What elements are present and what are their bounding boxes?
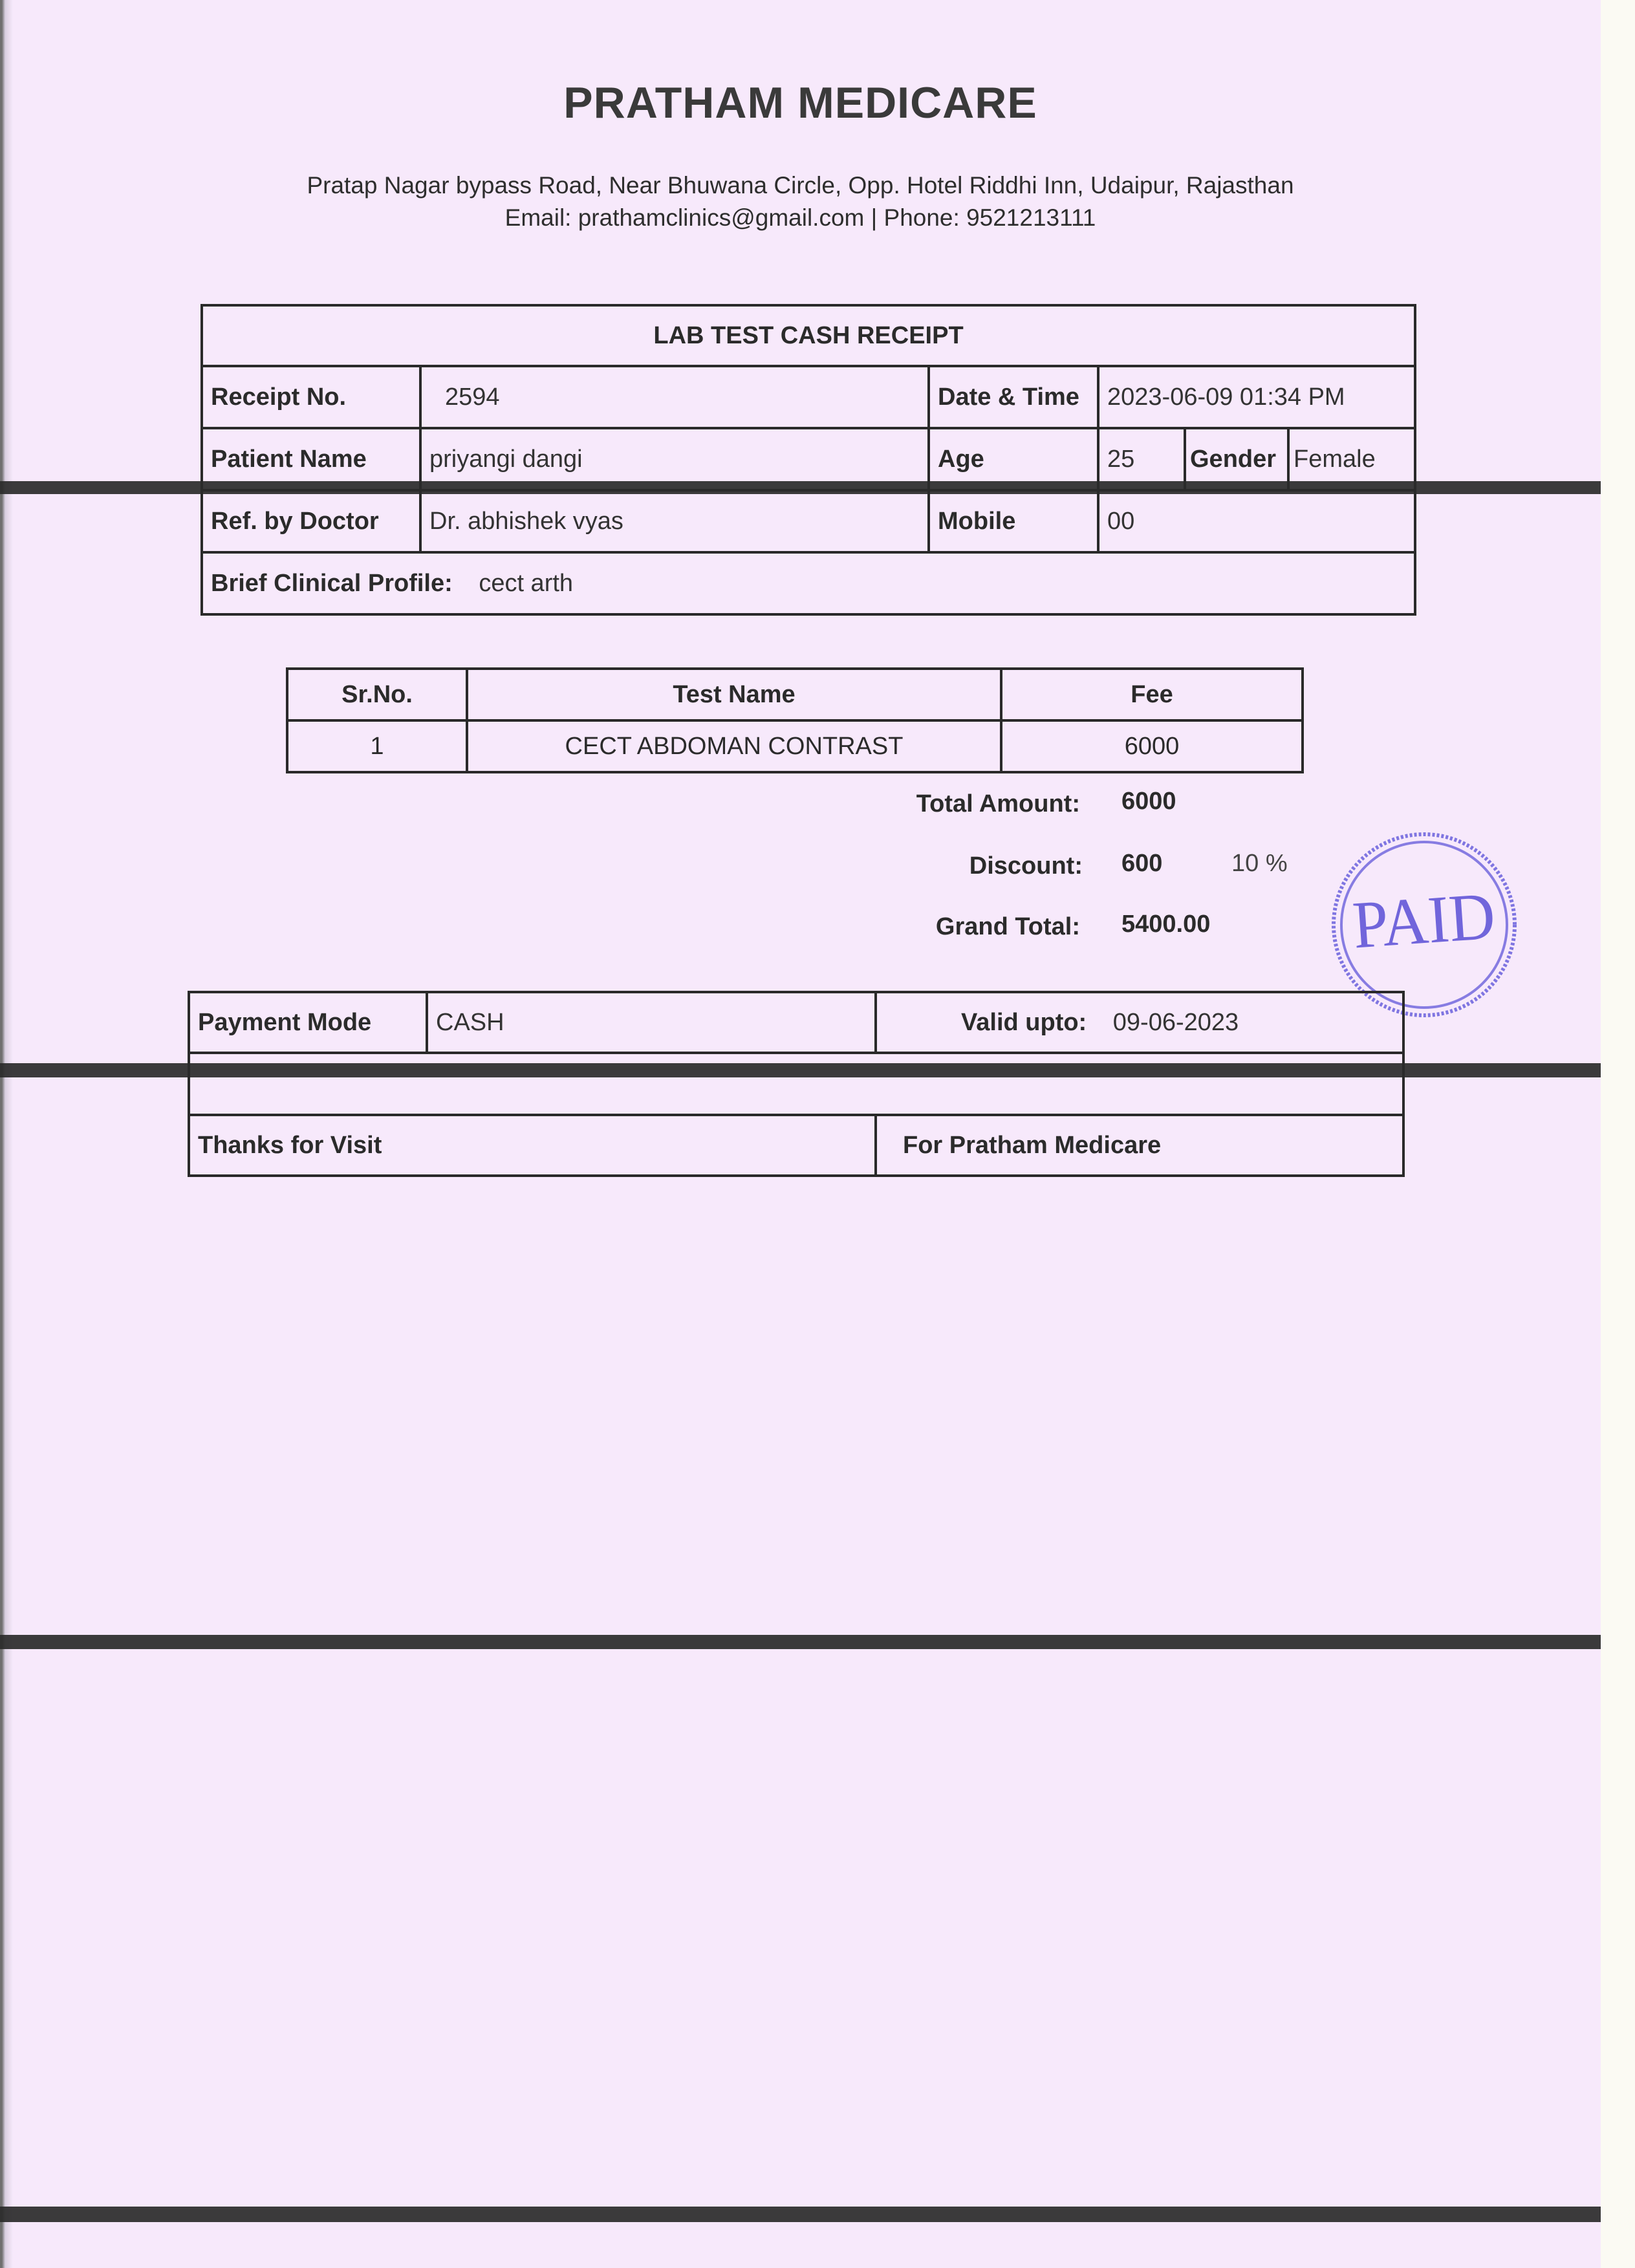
discount-percent: 10 % [1231, 850, 1288, 877]
col-header-test-name: Test Name [467, 669, 1001, 720]
ref-doctor-label: Ref. by Doctor [202, 490, 420, 552]
row-test-name: CECT ABDOMAN CONTRAST [467, 720, 1001, 772]
clinic-name: PRATHAM MEDICARE [563, 78, 1037, 127]
scan-left-edge [0, 0, 13, 2268]
discount-label: Discount: [969, 852, 1083, 880]
thanks-text: Thanks for Visit [189, 1115, 876, 1176]
age-value: 25 [1098, 428, 1185, 490]
blank-row [189, 1053, 1403, 1115]
signature-label: For Pratham Medicare [876, 1115, 1403, 1176]
clinic-contact-block [0, 169, 1601, 234]
clinical-profile-label: Brief Clinical Profile: [211, 569, 453, 597]
receipt-no-label: Receipt No. [202, 366, 420, 428]
gender-value: Female [1288, 428, 1415, 490]
test-table [286, 667, 1304, 773]
grand-total-label: Grand Total: [935, 913, 1080, 940]
receipt-no-value: 2594 [420, 366, 929, 428]
col-header-fee: Fee [1001, 669, 1303, 720]
patient-info-table [200, 304, 1416, 616]
age-label: Age [929, 428, 1098, 490]
clinic-contact: Email: prathamclinics@gmail.com | Phone: 9521213111 [504, 204, 1096, 231]
scan-artifact-band [0, 1635, 1601, 1649]
total-amount-label: Total Amount: [916, 790, 1080, 817]
valid-upto-label: Valid upto: [961, 1008, 1087, 1036]
clinical-profile-row [202, 552, 1415, 614]
patient-name-label: Patient Name [202, 428, 420, 490]
clinical-profile-value: cect arth [479, 569, 574, 597]
mobile-value: 00 [1098, 490, 1415, 552]
paid-stamp-text: PAID [1350, 878, 1506, 963]
datetime-value: 2023-06-09 01:34 PM [1098, 366, 1415, 428]
scan-artifact-band [0, 2207, 1601, 2222]
scan-artifact-band [0, 481, 1601, 494]
patient-name-value: priyangi dangi [420, 428, 929, 490]
clinic-address: Pratap Nagar bypass Road, Near Bhuwana Circle, Opp. Hotel Riddhi Inn, Udaipur, Rajasthan [307, 172, 1294, 199]
mobile-label: Mobile [929, 490, 1098, 552]
table-row [287, 720, 1303, 772]
row-srno: 1 [287, 720, 467, 772]
gender-label: Gender [1185, 428, 1288, 490]
valid-upto-value: 09-06-2023 [1112, 1008, 1239, 1036]
ref-doctor-value: Dr. abhishek vyas [420, 490, 929, 552]
row-fee: 6000 [1001, 720, 1303, 772]
payment-table [188, 991, 1405, 1177]
valid-upto-cell [876, 992, 1403, 1053]
grand-total-value: 5400.00 [1121, 911, 1211, 938]
col-header-srno: Sr.No. [287, 669, 467, 720]
scan-artifact-band [0, 1063, 1601, 1077]
scan-right-margin [1601, 0, 1635, 2268]
payment-mode-label: Payment Mode [189, 992, 427, 1053]
discount-value: 600 [1121, 850, 1163, 877]
datetime-label: Date & Time [929, 366, 1098, 428]
payment-mode-value: CASH [427, 992, 876, 1053]
receipt-title: LAB TEST CASH RECEIPT [202, 305, 1415, 366]
total-amount-value: 6000 [1121, 788, 1176, 815]
